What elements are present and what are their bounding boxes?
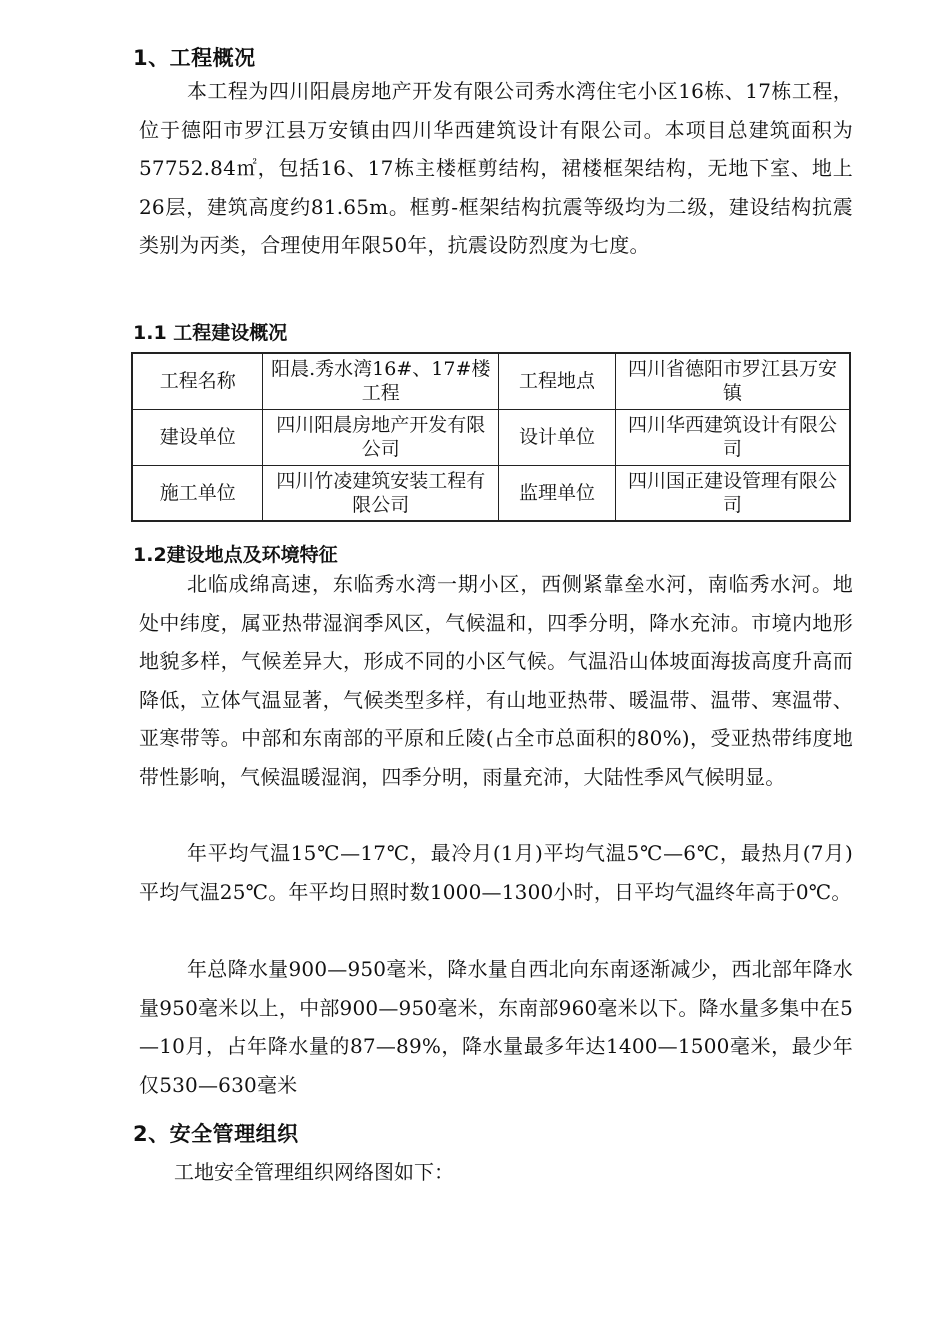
org-chart-intro: 工地安全管理组织网络图如下： — [174, 1160, 454, 1184]
table-cell-label: 监理单位 — [499, 465, 616, 521]
table-cell-label: 施工单位 — [132, 465, 263, 521]
table-cell-value: 四川竹凌建筑安装工程有限公司 — [263, 465, 499, 521]
section-1-intro: 本工程为四川阳晨房地产开发有限公司秀水湾住宅小区16栋、17栋工程，位于德阳市罗江县万安镇由四川华西建筑设计有限公司。本项目总建筑面积为57752.84㎡，包括16、17栋主楼框剪结构，裙楼框架结构，无地下室、地上26层，建筑高度约81.65m。框剪-框架结构抗震等级均为二级，建设结构抗震类别为丙类，合理使用年限50年，抗震设防烈度为七度。 — [139, 79, 853, 257]
table-row — [132, 409, 850, 465]
table-cell-label: 工程名称 — [132, 353, 263, 409]
table-cell-value: 四川阳晨房地产开发有限公司 — [263, 409, 499, 465]
table-cell-value: 阳晨.秀水湾16#、17#楼工程 — [263, 353, 499, 409]
table-cell-label: 建设单位 — [132, 409, 263, 465]
table-row — [132, 353, 850, 409]
table-cell-value: 四川华西建筑设计有限公司 — [616, 409, 850, 465]
temperature-paragraph: 年平均气温15℃—17℃，最冷月(1月)平均气温5℃—6℃，最热月(7月)平均气温25℃。年平均日照时数1000—1300小时，日平均气温终年高于0℃。 — [139, 841, 853, 904]
environment-paragraph: 北临成绵高速，东临秀水湾一期小区，西侧紧靠垒水河，南临秀水河。地处中纬度，属亚热带湿润季风区，气候温和，四季分明，降水充沛。市境内地形地貌多样，气候差异大，形成不同的小区气候。气温沿山体坡面海拔高度升高而降低，立体气温显著，气候类型多样，有山地亚热带、暖温带、温带、寒温带、亚寒带等。中部和东南部的平原和丘陵(占全市总面积的80%)，受亚热带纬度地带性影响，气候温暖湿润，四季分明，雨量充沛，大陆性季风气候明显。 — [139, 572, 853, 789]
table-row — [132, 465, 850, 521]
section-2-heading: 2、安全管理组织 — [133, 1122, 299, 1146]
section-1-heading: 1、工程概况 — [133, 46, 256, 70]
table-cell-label: 工程地点 — [499, 353, 616, 409]
precipitation-paragraph: 年总降水量900—950毫米，降水量自西北向东南逐渐减少，西北部年降水量950毫米以上，中部900—950毫米，东南部960毫米以下。降水量多集中在5—10月，占年降水量的87—89%，降水量最多年达1400—1500毫米，最少年仅530—630毫米 — [139, 957, 853, 1097]
table-cell-value: 四川国正建设管理有限公司 — [616, 465, 850, 521]
table-cell-label: 设计单位 — [499, 409, 616, 465]
section-1-1-heading: 1.1 工程建设概况 — [133, 322, 288, 344]
table-cell-value: 四川省德阳市罗江县万安镇 — [616, 353, 850, 409]
section-1-2-heading: 1.2建设地点及环境特征 — [133, 544, 338, 566]
project-info-table — [131, 352, 851, 522]
